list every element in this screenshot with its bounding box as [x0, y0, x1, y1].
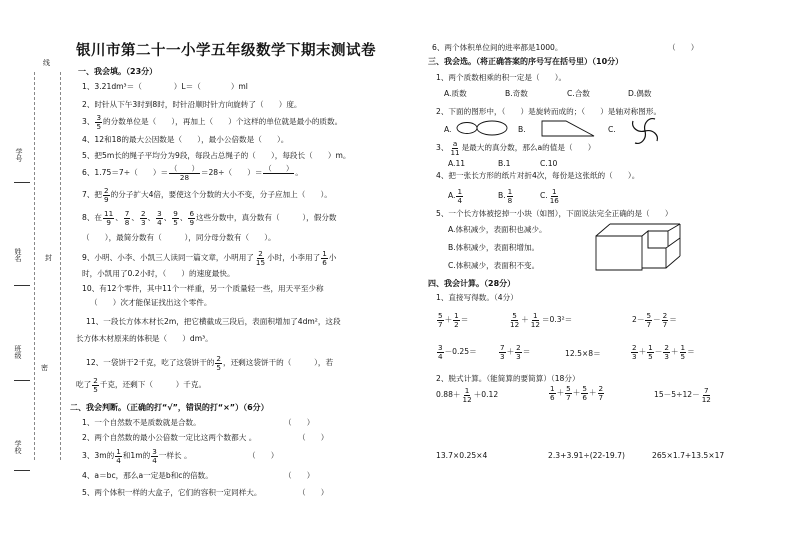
calc-step-5: 2.3+3.91÷(22-19.7): [548, 451, 625, 460]
s2-q5-paren: （ ）: [298, 488, 329, 497]
calc-step-3-part1: 15－5÷12－: [654, 390, 700, 400]
s3-q1-optC: C.合数: [567, 89, 590, 98]
s1-q9-part1: 9、小明、小李、小凯三人读同一篇文章，小明用了: [82, 253, 254, 263]
blank-class: [14, 380, 30, 381]
fraction-3-5: $\frac{3}{5}$: [96, 113, 102, 131]
s1-q3: [82, 114, 342, 130]
calc-step-1-part1: 0.88＋: [436, 390, 461, 400]
s1-q10: 10、有12个零件，其中11个一样重，另一个质量轻一些，用天平至少称: [82, 284, 324, 293]
s3-q1-optB: B.奇数: [505, 89, 528, 98]
s1-q5: 5、把5m长的绳子平均分为9段，每段占总绳子的（ ），每段长（ ）m。: [82, 151, 351, 160]
calc-item-5: $\frac{3}{4}$ －0.25＝: [438, 343, 477, 361]
s1-q12-cont: 吃了 $\frac{2}{5}$ 千克，还剩下（ ）千克。: [76, 376, 207, 394]
seal-char-mi: 密: [41, 364, 48, 372]
s2-q4: 4、a＝bc，那么a一定是b和c的倍数。: [82, 471, 213, 480]
s3-q3: 3、 $\frac{a}{11}$ 是最大的真分数，那么a的值是（ ）: [436, 139, 596, 157]
s2-q3-part2: 和1m的: [122, 451, 151, 461]
s3-q4-optB-label: B.: [498, 191, 506, 201]
binding-dashed-line-inner: [60, 72, 61, 460]
s2-q1: 1、一个自然数不是质数就是合数。: [82, 418, 201, 427]
s1-q8-cont: （ ），最简分数有（ ），同分母分数有（ ）。: [82, 233, 276, 242]
s1-q7: [82, 187, 332, 203]
s2-q6-paren: （ ）: [668, 43, 699, 52]
s1-q11: 11、一段长方体木材长2m，把它横截成三段后，表面积增加了4dm²，这段: [86, 317, 341, 326]
s1-q12-part1: 12、一袋饼干2千克，吃了这袋饼干的: [86, 358, 215, 368]
calc-item-6: $\frac{7}{3}$ ＋ $\frac{2}{3}$ ＝: [500, 343, 531, 361]
equals: ＝: [460, 315, 469, 325]
calc-item-7: 12.5×8＝: [565, 349, 601, 358]
s3-q4-optC-label: C.: [540, 191, 548, 201]
pinwheel-figure: [628, 114, 662, 148]
fraction-2-9: $\frac{2}{9}$: [104, 186, 109, 204]
s1-q1-part3: ）ml: [230, 82, 248, 91]
label-school: 学校: [14, 440, 22, 454]
s1-q6-part2: ＝28÷（ ）＝: [200, 168, 263, 178]
calc-step-3: 15－5÷12－ $\frac{7}{12}$: [654, 386, 711, 404]
s1-q12-part4: 千克，还剩下（ ）千克。: [99, 380, 207, 390]
s1-q6-part3: 。: [295, 168, 303, 178]
s1-q8-part2: 这些分数中，真分数有（ ），假分数: [196, 213, 337, 223]
trapezoid-figure: [540, 118, 596, 138]
s2-q6: 6、两个体积单位间的进率都是1000。: [432, 43, 563, 52]
s3-q3-optC: C.10: [540, 159, 558, 168]
s3-q3-optA: A.11: [448, 159, 466, 168]
s2-q3: 3、3m的 $\frac{1}{4}$ 和1m的 $\frac{3}{4}$ 一样长 。: [82, 447, 192, 465]
equals: ＝: [687, 347, 695, 357]
s2-q2-paren: （ ）: [298, 433, 329, 442]
s3-q4-optB: B. $\frac{1}{8}$: [498, 187, 513, 205]
s3-q2-optA: A.: [444, 125, 452, 134]
s2-q1-paren: （ ）: [284, 418, 315, 427]
section3-header: 三、我会选。（将正确答案的序号写在括号里）（10分）: [428, 57, 624, 66]
blank-school: [14, 470, 30, 471]
binding-dashed-line-outer: [34, 72, 35, 460]
s1-q11-cont: 长方体木材原来的体积是（ ）dm³。: [76, 334, 213, 343]
s3-q5-optC: C.体积减少，表面积不变。: [448, 261, 540, 270]
s1-q12: 12、一袋饼干2千克，吃了这袋饼干的 $\frac{2}{5}$ ，还剩这袋饼干的（ ），若: [86, 354, 334, 372]
s1-q7-part2: 的分子扩大4倍，要使这个分数的大小不变，分子应加上（ ）。: [110, 190, 332, 200]
s3-q3-text: 是最大的真分数，那么a的值是（ ）: [461, 143, 596, 153]
seal-char-feng: 封: [45, 254, 52, 262]
s1-q7-part1: 7、把: [82, 190, 103, 200]
calc-item-2-tail: ＝0.3²＝: [541, 315, 573, 325]
s1-q12-part3: 吃了: [76, 380, 92, 390]
s2-q3-paren: （ ）: [248, 451, 279, 460]
fraction-blank-blank: （ ）: [264, 164, 294, 173]
s3-q4: 4、把一张长方形的纸片对折4次，每份是这张纸的（ ）。: [436, 171, 640, 180]
s3-q3-num: 3、: [436, 143, 449, 153]
s2-q4-paren: （ ）: [284, 471, 315, 480]
s1-q3-text: 的分数单位是（ ），再加上（ ）个这样的单位就是最小的质数。: [103, 117, 343, 127]
s1-q2: 2、时针从下午3时到8时，时针沿顺时针方向旋转了（ ）度。: [82, 100, 302, 109]
s1-q8-part1: 8、在: [82, 213, 103, 223]
s3-q4-optA: A. $\frac{1}{4}$: [448, 187, 463, 205]
s1-q3-num: 3、: [82, 117, 95, 127]
page-title: 银川市第二十一小学五年级数学下期末测试卷: [76, 43, 376, 59]
calc-direct-header: 1、直接写得数。（4分）: [436, 293, 518, 302]
label-class: 班级: [14, 345, 22, 359]
calc-step-4: 13.7×0.25×4: [436, 451, 488, 460]
calc-item-8: $\frac{2}{3}$ ＋ $\frac{1}{5}$ － $\frac{2}{3}$ ＋ $\frac{1}{5}$ ＝: [632, 343, 695, 361]
section1-header: 一、我会填。（23分）: [78, 67, 158, 76]
s1-q1: [82, 83, 248, 91]
s3-q1-optA: A.质数: [444, 89, 467, 98]
label-name: 姓名: [14, 248, 22, 262]
s3-q2-optC: C.: [608, 125, 616, 134]
ellipse-pair-figure: [455, 118, 515, 140]
s1-q1-part1: 1、3.21dm³＝（: [82, 82, 142, 91]
s1-q9-cont: 时，小凯用了0.2小时，（ ）的速度最快。: [82, 269, 235, 278]
s1-q6-part1: 6、1.75＝7÷（ ）＝: [82, 168, 169, 178]
s1-q12-part2: ，还剩这袋饼干的（ ），若: [222, 358, 334, 368]
calc-item-1: $\frac{5}{7}$ ＋ $\frac{1}{2}$ ＝: [438, 311, 469, 329]
s2-q3-part1: 3、3m的: [82, 451, 115, 461]
s1-q4: 4、12和18的最大公因数是（ ），最小公倍数是（ ）。: [82, 135, 289, 144]
s1-q8: 8、在 $\frac{11}{9}$ 、 $\frac{7}{8}$ 、 $\frac{2}{3}$ 、 $\frac{3}{4}$ 、 $\frac{9}{5}$ 、 $\frac{6}{9}$ 这些分数中，真分数有（ ），假分数: [82, 209, 337, 227]
blank-name: [14, 285, 30, 286]
s3-q1: 1、两个质数相乘的积一定是（ ）。: [436, 73, 567, 82]
s3-q4-optA-label: A.: [448, 191, 456, 201]
calc-step-2: $\frac{1}{6}$ ＋ $\frac{5}{7}$ ＋ $\frac{5}{6}$ ＋ $\frac{2}{7}$: [550, 384, 604, 402]
cuboid-with-notch-figure: [592, 220, 692, 272]
s3-q2: 2、下面的图形中，（ ）是旋转而成的；（ ）是轴对称图形。: [436, 107, 662, 116]
s1-q9: 9、小明、小李、小凯三人读同一篇文章，小明用了 $\frac{2}{15}$ 小时，小李用了 $\frac{1}{6}$ 小: [82, 249, 337, 267]
calc-item-2: $\frac{5}{12}$ ＋ $\frac{1}{12}$ ＝0.3²＝: [510, 311, 573, 329]
label-student-number: 学号: [15, 148, 23, 162]
s2-q5: 5、两个体积一样的大盒子，它们的容积一定同样大。: [82, 488, 262, 497]
s2-q3-part3: 一样长 。: [158, 451, 192, 461]
section4-header: 四、我会计算。（28分）: [428, 279, 516, 288]
s3-q5-optB: B.体积减少，表面积增加。: [448, 243, 540, 252]
s3-q1-optD: D.偶数: [628, 89, 652, 98]
calc-step-6: 265×1.7+13.5×17: [652, 451, 725, 460]
s1-q6: [82, 165, 303, 181]
s1-q9-part2: 小时，小李用了: [267, 253, 321, 263]
s1-q10-cont: （ ）次才能保证找出这个零件。: [90, 298, 212, 307]
s3-q3-optB: B.1: [498, 159, 511, 168]
s3-q4-optC: C. $\frac{1}{16}$: [540, 187, 559, 205]
calc-item-4: 2－ $\frac{5}{7}$ － $\frac{2}{7}$ ＝: [632, 311, 677, 329]
equals: ＝: [669, 315, 677, 325]
s3-q5-optA: A.体积减少，表面积也减少。: [448, 225, 547, 234]
s3-q2-optB: B.: [518, 125, 526, 134]
fraction-blank-28: （ ） 28: [170, 164, 199, 182]
calc-step-1: 0.88＋ $\frac{1}{12}$ ＋0.12: [436, 386, 499, 404]
s2-q2: 2、两个自然数的最小公倍数一定比这两个数都大 。: [82, 433, 257, 442]
s3-q5: 5、一个长方体被挖掉一小块（如图），下面说法完全正确的是（ ）: [436, 209, 673, 218]
seal-char-xian: 线: [43, 59, 50, 67]
blank-student-number: [14, 182, 30, 183]
equals: ＝: [522, 347, 531, 357]
section2-header: 二、我会判断。（正确的打“√”，错误的打“×”）（6分）: [70, 403, 269, 412]
calc-step-1-part2: ＋0.12: [473, 390, 499, 400]
s1-q9-part3: 小: [328, 253, 337, 263]
s1-q1-part2: ）L＝（: [173, 82, 201, 91]
calc-step-header: 2、脱式计算。（能简算的要简算）（18分）: [436, 374, 580, 383]
